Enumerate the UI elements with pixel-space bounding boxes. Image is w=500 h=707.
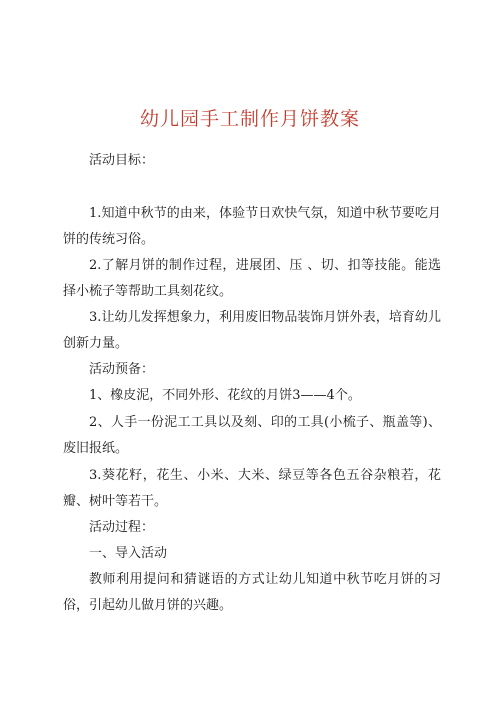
paragraph-process-1-body: 教师利用提问和猜谜语的方式让幼儿知道中秋节吃月饼的习俗，引起幼儿做月饼的兴趣。: [63, 572, 441, 613]
paragraph-goal-1: 1.知道中秋节的由来，体验节日欢快气氛，知道中秋节要吃月饼的传统习俗。: [63, 206, 441, 247]
paragraph-prep-3: 3.葵花籽，花生、小米、大米、绿豆等各色五谷杂粮若，花瓣、树叶等若干。: [63, 468, 441, 509]
paragraph-process-heading: 活动过程：: [89, 520, 155, 535]
paragraph-prep-2: 2、人手一份泥工工具以及刻、印的工具(小梳子、瓶盖等)、废旧报纸。: [63, 415, 441, 456]
paragraph-prep-1: 1、橡皮泥，不同外形、花纹的月饼3——4个。: [89, 388, 361, 403]
paragraph-goal-2: 2.了解月饼的制作过程，进展团、压 、切、扣等技能。能选择小梳子等帮助工具刻花纹。: [63, 258, 441, 299]
paragraph-process-1: 一、导入活动: [89, 546, 168, 561]
paragraph-goals-heading: 活动目标：: [89, 153, 155, 168]
document-title: 幼儿园手工制作月饼教案: [139, 108, 360, 130]
paragraph-prep-heading: 活动预备：: [89, 362, 155, 377]
paragraph-goal-3: 3.让幼儿发挥想象力，利用废旧物品装饰月饼外表，培育幼儿创新力量。: [63, 310, 441, 351]
